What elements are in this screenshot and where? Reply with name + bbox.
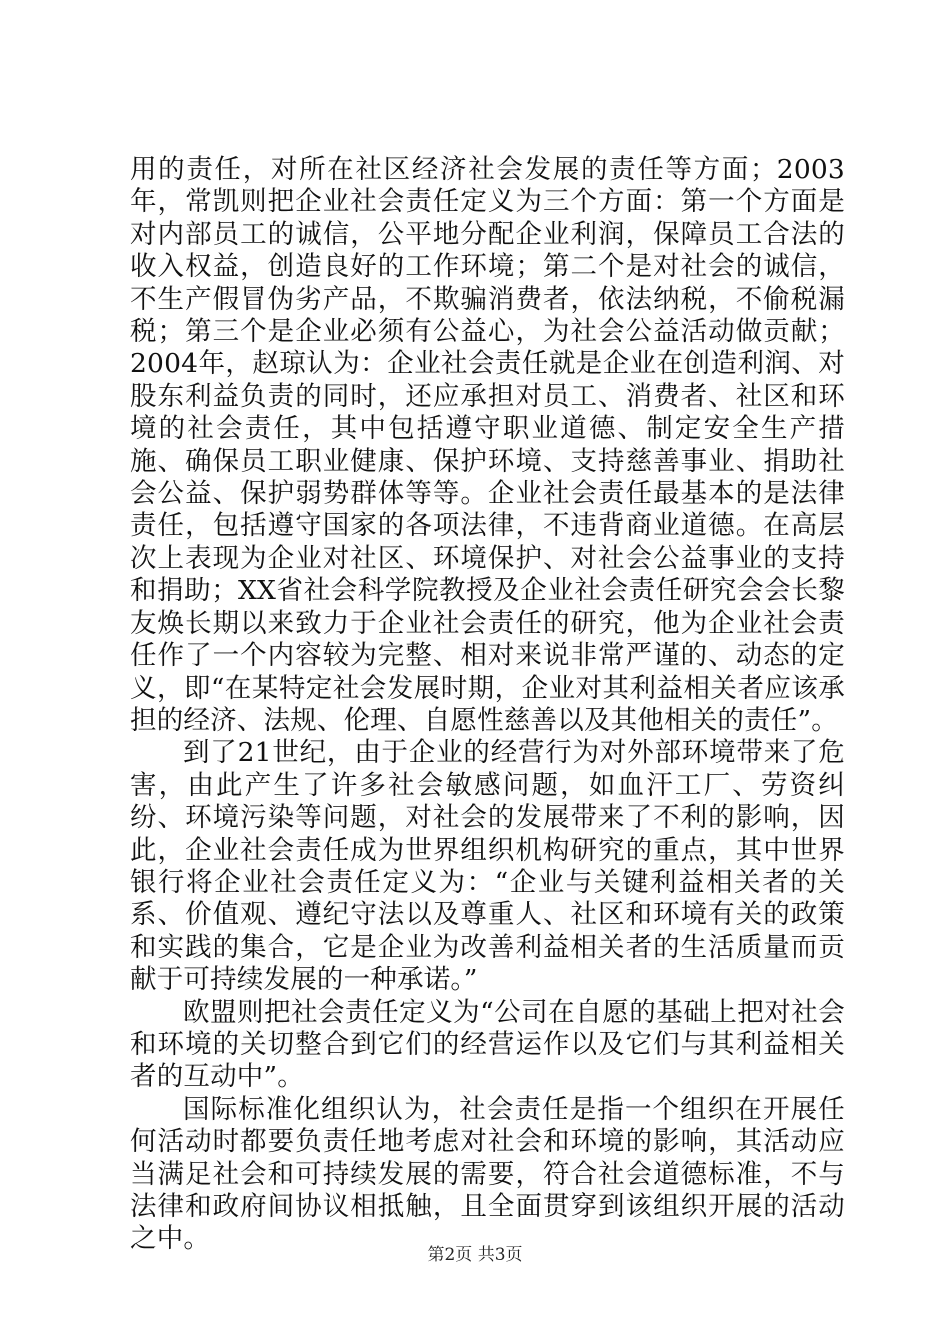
page-number-label: 第2页 共3页 (427, 1245, 523, 1265)
page-footer (0, 1244, 950, 1266)
paragraph-continued: 用的责任，对所在社区经济社会发展的责任等方面；2003年，常凯则把企业社会责任定义为三个方面：第一个方面是对内部员工的诚信，公平地分配企业利润，保障员工合法的收入权益，创造良好的工作环境；第二个是对社会的诚信，不生产假冒伪劣产品，不欺骗消费者，依法纳税，不偷税漏税；第三个是企业必须有公益心，为社会公益活动做贡献；2004年，赵琼认为：企业社会责任就是企业在创造利润、对股东利益负责的同时，还应承担对员工、消费者、社区和环境的社会责任，其中包括遵守职业道德、制定安全生产措施、确保员工职业健康、保护环境、支持慈善事业、捐助社会公益、保护弱势群体等等。企业社会责任最基本的是法律责任，包括遵守国家的各项法律，不违背商业道德。在高层次上表现为企业对社区、环境保护、对社会公益事业的支持和捐助；XX省社会科学院教授及企业社会责任研究会会长黎友焕长期以来致力于企业社会责任的研究，他为企业社会责任作了一个内容较为完整、相对来说非常严谨的、动态的定义，即“在某特定社会发展时期，企业对其利益相关者应该承担的经济、法规、伦理、自愿性慈善以及其他相关的责任”。 (130, 154, 845, 736)
paragraph-21st-century: 到了21世纪，由于企业的经营行为对外部环境带来了危害，由此产生了许多社会敏感问题，如血汗工厂、劳资纠纷、环境污染等问题，对社会的发展带来了不利的影响，因此，企业社会责任成为世界组织机构研究的重点，其中世界银行将企业社会责任定义为：“企业与关键利益相关者的关系、价值观、遵纪守法以及尊重人、社区和环境有关的政策和实践的集合，它是企业为改善利益相关者的生活质量而贡献于可持续发展的一种承诺。” (130, 737, 845, 996)
document-body (130, 154, 845, 1256)
paragraph-eu-definition: 欧盟则把社会责任定义为“公司在自愿的基础上把对社会和环境的关切整合到它们的经营运作以及它们与其利益相关者的互动中”。 (130, 996, 845, 1093)
paragraph-iso-definition: 国际标准化组织认为，社会责任是指一个组织在开展任何活动时都要负责任地考虑对社会和环境的影响，其活动应当满足社会和可持续发展的需要，符合社会道德标准，不与法律和政府间协议相抵触，且全面贯穿到该组织开展的活动之中。 (130, 1093, 845, 1255)
